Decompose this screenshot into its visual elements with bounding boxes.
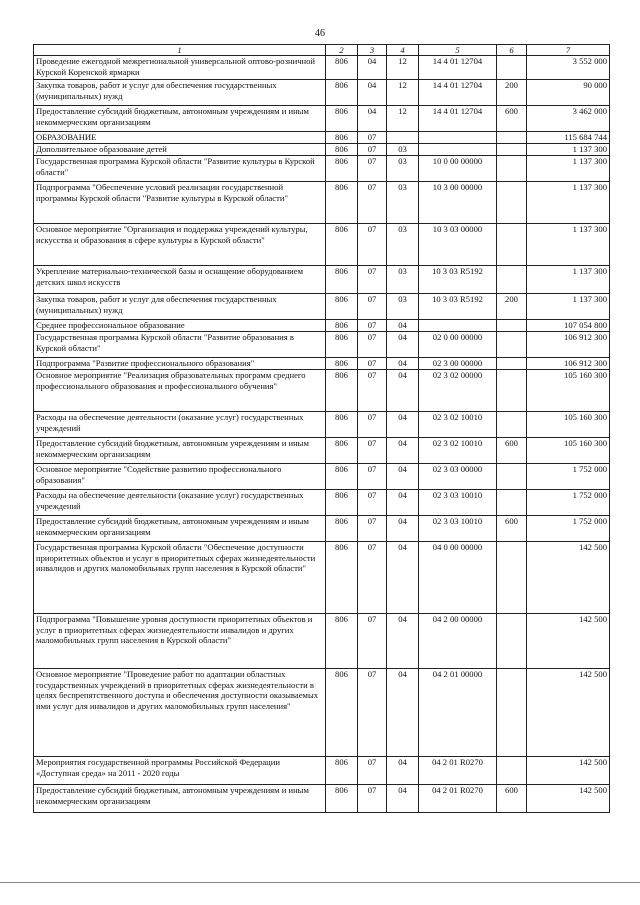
row-name-cell: Среднее профессиональное образование: [34, 320, 326, 332]
row-subsection-code-cell: 04: [387, 464, 419, 490]
row-section-code-cell: 04: [358, 106, 387, 132]
row-name-cell: Подпрограмма "Обеспечение условий реализации государственной программы Курской области "Развитие культуры в Курской области": [34, 182, 326, 224]
row-target-article-cell: 04 2 01 00000: [419, 669, 497, 757]
table-row: [34, 224, 610, 266]
row-amount-cell: 142 500: [527, 757, 610, 785]
row-ministry-code-cell: 806: [326, 785, 358, 813]
table-row: [34, 106, 610, 132]
row-section-code-cell: 07: [358, 614, 387, 669]
row-subsection-code-cell: 04: [387, 332, 419, 358]
table-row: [34, 464, 610, 490]
row-name-cell: Государственная программа Курской области "Обеспечение доступности приоритетных объектов и услуг в приоритетных сферах жизнедеятельности инвалидов и других маломобильных групп населения в Курской области": [34, 542, 326, 614]
row-amount-cell: 106 912 300: [527, 332, 610, 358]
row-section-code-cell: 07: [358, 224, 387, 266]
row-section-code-cell: 07: [358, 412, 387, 438]
row-amount-cell: 115 684 744: [527, 132, 610, 144]
table-row: [34, 516, 610, 542]
table-row: [34, 182, 610, 224]
row-name-cell: Подпрограмма "Повышение уровня доступности приоритетных объектов и услуг в приоритетных сферах жизнедеятельности инвалидов и других маломобильных групп населения в Курской области": [34, 614, 326, 669]
row-section-code-cell: 07: [358, 266, 387, 294]
table-row: [34, 144, 610, 156]
row-name-cell: Проведение ежегодной межрегиональной универсальной оптово-розничной Курской Коренской ярмарки: [34, 56, 326, 80]
row-amount-cell: 106 912 300: [527, 358, 610, 370]
row-name-cell: Государственная программа Курской области "Развитие образования в Курской области": [34, 332, 326, 358]
row-section-code-cell: 07: [358, 542, 387, 614]
row-name-cell: Закупка товаров, работ и услуг для обеспечения государственных (муниципальных) нужд: [34, 80, 326, 106]
row-name-cell: Предоставление субсидий бюджетным, автономным учреждениям и иным некоммерческим организациям: [34, 438, 326, 464]
row-expense-type-cell: [497, 224, 527, 266]
column-header: 4: [387, 45, 419, 56]
budget-table: [33, 44, 610, 813]
row-subsection-code-cell: 04: [387, 438, 419, 464]
row-ministry-code-cell: 806: [326, 182, 358, 224]
column-header: 3: [358, 45, 387, 56]
row-target-article-cell: 10 3 03 R5192: [419, 266, 497, 294]
row-ministry-code-cell: 806: [326, 156, 358, 182]
table-row: [34, 294, 610, 320]
row-ministry-code-cell: 806: [326, 464, 358, 490]
column-header: 7: [527, 45, 610, 56]
row-ministry-code-cell: 806: [326, 516, 358, 542]
row-amount-cell: 1 137 300: [527, 224, 610, 266]
row-subsection-code-cell: 03: [387, 224, 419, 266]
row-subsection-code-cell: [387, 132, 419, 144]
table-row: [34, 438, 610, 464]
row-ministry-code-cell: 806: [326, 56, 358, 80]
row-expense-type-cell: [497, 757, 527, 785]
row-amount-cell: 1 752 000: [527, 464, 610, 490]
row-target-article-cell: 02 3 02 10010: [419, 412, 497, 438]
row-section-code-cell: 07: [358, 156, 387, 182]
row-ministry-code-cell: 806: [326, 757, 358, 785]
table-row: [34, 80, 610, 106]
row-amount-cell: 1 137 300: [527, 156, 610, 182]
row-expense-type-cell: [497, 56, 527, 80]
row-expense-type-cell: [497, 182, 527, 224]
table-row: [34, 542, 610, 614]
row-section-code-cell: 07: [358, 464, 387, 490]
row-subsection-code-cell: 03: [387, 294, 419, 320]
row-subsection-code-cell: 12: [387, 106, 419, 132]
row-subsection-code-cell: 12: [387, 56, 419, 80]
table-row: [34, 614, 610, 669]
row-subsection-code-cell: 12: [387, 80, 419, 106]
row-amount-cell: 142 500: [527, 669, 610, 757]
row-section-code-cell: 04: [358, 56, 387, 80]
table-row: [34, 156, 610, 182]
row-name-cell: Основное мероприятие "Реализация образовательных программ среднего профессионального образования и профессионального обучения": [34, 370, 326, 412]
row-amount-cell: 1 137 300: [527, 266, 610, 294]
row-subsection-code-cell: 04: [387, 542, 419, 614]
row-target-article-cell: 02 0 00 00000: [419, 332, 497, 358]
row-expense-type-cell: [497, 332, 527, 358]
row-expense-type-cell: [497, 412, 527, 438]
row-section-code-cell: 07: [358, 785, 387, 813]
table-row: [34, 320, 610, 332]
column-header: 2: [326, 45, 358, 56]
row-expense-type-cell: 600: [497, 516, 527, 542]
row-target-article-cell: 04 2 01 R0270: [419, 757, 497, 785]
row-ministry-code-cell: 806: [326, 320, 358, 332]
row-expense-type-cell: [497, 156, 527, 182]
row-expense-type-cell: [497, 266, 527, 294]
row-section-code-cell: 07: [358, 358, 387, 370]
row-subsection-code-cell: 04: [387, 412, 419, 438]
row-target-article-cell: 14 4 01 12704: [419, 56, 497, 80]
row-target-article-cell: 10 0 00 00000: [419, 156, 497, 182]
row-target-article-cell: 02 3 03 00000: [419, 464, 497, 490]
row-subsection-code-cell: 04: [387, 757, 419, 785]
row-subsection-code-cell: 04: [387, 516, 419, 542]
row-ministry-code-cell: 806: [326, 294, 358, 320]
row-target-article-cell: 14 4 01 12704: [419, 80, 497, 106]
table-row: [34, 490, 610, 516]
row-amount-cell: 105 160 300: [527, 438, 610, 464]
row-name-cell: Основное мероприятие "Организация и поддержка учреждений культуры, искусства и образования в сфере культуры в Курской области": [34, 224, 326, 266]
column-header: 1: [34, 45, 326, 56]
row-ministry-code-cell: 806: [326, 669, 358, 757]
row-section-code-cell: 07: [358, 320, 387, 332]
row-expense-type-cell: [497, 669, 527, 757]
row-expense-type-cell: [497, 320, 527, 332]
table-row: [34, 56, 610, 80]
row-target-article-cell: [419, 132, 497, 144]
table-row: [34, 757, 610, 785]
bottom-rule: [0, 882, 640, 883]
row-name-cell: ОБРАЗОВАНИЕ: [34, 132, 326, 144]
row-amount-cell: 90 000: [527, 80, 610, 106]
row-target-article-cell: 04 2 00 00000: [419, 614, 497, 669]
row-name-cell: Подпрограмма "Развитие профессионального образования": [34, 358, 326, 370]
row-subsection-code-cell: 04: [387, 358, 419, 370]
row-name-cell: Основное мероприятие "Содействие развитию профессионального образования": [34, 464, 326, 490]
row-amount-cell: 142 500: [527, 614, 610, 669]
row-expense-type-cell: 600: [497, 438, 527, 464]
row-target-article-cell: 04 0 00 00000: [419, 542, 497, 614]
row-expense-type-cell: [497, 614, 527, 669]
row-subsection-code-cell: 04: [387, 614, 419, 669]
row-subsection-code-cell: 04: [387, 370, 419, 412]
row-expense-type-cell: [497, 144, 527, 156]
row-subsection-code-cell: 03: [387, 156, 419, 182]
row-amount-cell: 105 160 300: [527, 412, 610, 438]
row-amount-cell: 3 552 000: [527, 56, 610, 80]
row-amount-cell: 142 500: [527, 785, 610, 813]
row-subsection-code-cell: 03: [387, 266, 419, 294]
row-expense-type-cell: [497, 132, 527, 144]
row-section-code-cell: 07: [358, 144, 387, 156]
row-section-code-cell: 07: [358, 757, 387, 785]
row-amount-cell: 3 462 000: [527, 106, 610, 132]
table-row: [34, 412, 610, 438]
column-header: 6: [497, 45, 527, 56]
row-ministry-code-cell: 806: [326, 542, 358, 614]
table-row: [34, 785, 610, 813]
row-amount-cell: 105 160 300: [527, 370, 610, 412]
row-subsection-code-cell: 03: [387, 182, 419, 224]
column-header: 5: [419, 45, 497, 56]
row-amount-cell: 1 137 300: [527, 294, 610, 320]
row-name-cell: Основное мероприятие "Проведение работ по адаптации областных государственных учреждений в приоритетных сферах жизнедеятельности в целях беспрепятственного доступа и обеспечения доступности оказываемых ими услуг для инвалидов и других маломобильных групп населения": [34, 669, 326, 757]
row-target-article-cell: 02 3 03 10010: [419, 516, 497, 542]
row-section-code-cell: 07: [358, 370, 387, 412]
row-target-article-cell: 02 3 02 00000: [419, 370, 497, 412]
row-ministry-code-cell: 806: [326, 224, 358, 266]
row-target-article-cell: [419, 320, 497, 332]
row-subsection-code-cell: 04: [387, 669, 419, 757]
row-amount-cell: 107 054 800: [527, 320, 610, 332]
row-ministry-code-cell: 806: [326, 614, 358, 669]
page-number: 46: [315, 28, 325, 39]
table-row: [34, 132, 610, 144]
row-name-cell: Укрепление материально-технической базы и оснащение оборудованием детских школ искусств: [34, 266, 326, 294]
row-target-article-cell: 10 3 03 00000: [419, 224, 497, 266]
row-subsection-code-cell: 04: [387, 320, 419, 332]
table-row: [34, 669, 610, 757]
row-target-article-cell: 14 4 01 12704: [419, 106, 497, 132]
row-ministry-code-cell: 806: [326, 490, 358, 516]
table-row: [34, 332, 610, 358]
row-name-cell: Предоставление субсидий бюджетным, автономным учреждениям и иным некоммерческим организациям: [34, 516, 326, 542]
row-name-cell: Расходы на обеспечение деятельности (оказание услуг) государственных учреждений: [34, 412, 326, 438]
row-expense-type-cell: 600: [497, 106, 527, 132]
row-target-article-cell: 02 3 02 10010: [419, 438, 497, 464]
row-expense-type-cell: 200: [497, 80, 527, 106]
row-name-cell: Предоставление субсидий бюджетным, автономным учреждениям и иным некоммерческим организациям: [34, 106, 326, 132]
row-subsection-code-cell: 04: [387, 490, 419, 516]
row-amount-cell: 1 137 300: [527, 182, 610, 224]
row-expense-type-cell: [497, 358, 527, 370]
row-ministry-code-cell: 806: [326, 80, 358, 106]
row-target-article-cell: 10 3 03 R5192: [419, 294, 497, 320]
row-ministry-code-cell: 806: [326, 132, 358, 144]
row-section-code-cell: 07: [358, 132, 387, 144]
row-ministry-code-cell: 806: [326, 144, 358, 156]
row-name-cell: Дополнительное образование детей: [34, 144, 326, 156]
row-name-cell: Расходы на обеспечение деятельности (оказание услуг) государственных учреждений: [34, 490, 326, 516]
row-section-code-cell: 07: [358, 669, 387, 757]
row-target-article-cell: [419, 144, 497, 156]
row-section-code-cell: 07: [358, 490, 387, 516]
row-amount-cell: 142 500: [527, 542, 610, 614]
row-name-cell: Государственная программа Курской области "Развитие культуры в Курской области": [34, 156, 326, 182]
row-section-code-cell: 07: [358, 516, 387, 542]
row-subsection-code-cell: 03: [387, 144, 419, 156]
row-name-cell: Мероприятия государственной программы Российской Федерации «Доступная среда» на 2011 - 2020 годы: [34, 757, 326, 785]
row-ministry-code-cell: 806: [326, 370, 358, 412]
row-ministry-code-cell: 806: [326, 412, 358, 438]
row-target-article-cell: 10 3 00 00000: [419, 182, 497, 224]
row-target-article-cell: 02 3 00 00000: [419, 358, 497, 370]
row-target-article-cell: 04 2 01 R0270: [419, 785, 497, 813]
row-name-cell: Закупка товаров, работ и услуг для обеспечения государственных (муниципальных) нужд: [34, 294, 326, 320]
row-ministry-code-cell: 806: [326, 438, 358, 464]
row-amount-cell: 1 752 000: [527, 516, 610, 542]
row-expense-type-cell: [497, 370, 527, 412]
row-subsection-code-cell: 04: [387, 785, 419, 813]
row-section-code-cell: 07: [358, 332, 387, 358]
row-amount-cell: 1 752 000: [527, 490, 610, 516]
table-row: [34, 358, 610, 370]
row-section-code-cell: 07: [358, 294, 387, 320]
row-ministry-code-cell: 806: [326, 266, 358, 294]
row-expense-type-cell: 200: [497, 294, 527, 320]
row-amount-cell: 1 137 300: [527, 144, 610, 156]
row-ministry-code-cell: 806: [326, 358, 358, 370]
table-body: [34, 56, 610, 813]
row-expense-type-cell: [497, 542, 527, 614]
row-expense-type-cell: 600: [497, 785, 527, 813]
row-ministry-code-cell: 806: [326, 332, 358, 358]
table-header-row: [34, 45, 610, 56]
row-target-article-cell: 02 3 03 10010: [419, 490, 497, 516]
row-expense-type-cell: [497, 490, 527, 516]
row-expense-type-cell: [497, 464, 527, 490]
row-ministry-code-cell: 806: [326, 106, 358, 132]
row-section-code-cell: 04: [358, 80, 387, 106]
row-section-code-cell: 07: [358, 438, 387, 464]
table-row: [34, 370, 610, 412]
row-name-cell: Предоставление субсидий бюджетным, автономным учреждениям и иным некоммерческим организациям: [34, 785, 326, 813]
row-section-code-cell: 07: [358, 182, 387, 224]
table-row: [34, 266, 610, 294]
